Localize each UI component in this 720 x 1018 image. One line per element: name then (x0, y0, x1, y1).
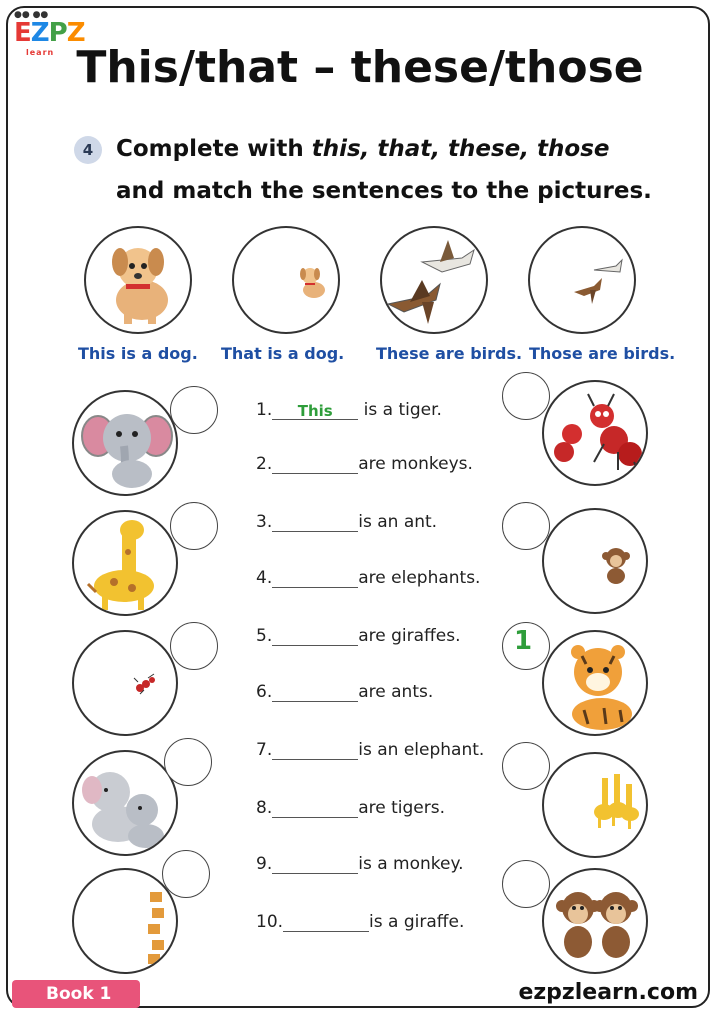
logo-sub: learn (26, 48, 55, 57)
caption-this-dog: This is a dog. (78, 344, 198, 363)
answer-circle-left-5[interactable] (162, 850, 210, 898)
answer-circle-right-2[interactable] (502, 502, 550, 550)
question-4: 4. are elephants. (256, 568, 481, 588)
answer-circle-right-5[interactable] (502, 860, 550, 908)
example-picture-dog-far (232, 226, 340, 334)
instruction-line-1: Complete with this, that, these, those (116, 136, 610, 162)
left-picture-tigers-far (72, 868, 178, 974)
exercise-number: 4 (74, 136, 102, 164)
answer-blank-9[interactable] (272, 855, 358, 874)
answer-circle-right-1[interactable] (502, 372, 550, 420)
example-picture-birds-near (380, 226, 488, 334)
answer-circle-left-4[interactable] (164, 738, 212, 786)
giraffe-icon (74, 512, 178, 616)
page-title: This/that – these/those (76, 42, 644, 93)
small-tigers-icon (74, 870, 178, 974)
book-badge: Book 1 (12, 980, 140, 1008)
right-picture-ants (542, 380, 648, 486)
elephant-icon (74, 392, 178, 496)
small-birds-icon (530, 228, 636, 334)
answer-circle-left-1[interactable] (170, 386, 218, 434)
question-10: 10. is a giraffe. (256, 912, 465, 932)
left-picture-giraffe (72, 510, 178, 616)
answer-blank-7[interactable] (272, 741, 358, 760)
example-picture-dog-near (84, 226, 192, 334)
dog-icon (86, 228, 192, 334)
question-8: 8. are tigers. (256, 798, 446, 818)
question-6: 6. are ants. (256, 682, 434, 702)
question-3: 3. is an ant. (256, 512, 438, 532)
tiger-icon (544, 632, 648, 736)
left-picture-ant-far (72, 630, 178, 736)
answer-blank-6[interactable] (272, 683, 358, 702)
answer-blank-1[interactable]: This (272, 401, 358, 420)
answer-blank-5[interactable] (272, 627, 358, 646)
right-picture-monkey-far (542, 508, 648, 614)
right-picture-monkeys (542, 868, 648, 974)
logo-eyes-icon: ●● ●● (14, 10, 49, 20)
small-dog-icon (234, 228, 340, 334)
answer-blank-8[interactable] (272, 799, 358, 818)
left-picture-elephant (72, 390, 178, 496)
answer-blank-10[interactable] (283, 913, 369, 932)
question-9: 9. is a monkey. (256, 854, 464, 874)
caption-these-birds: These are birds. (376, 344, 523, 363)
question-1: 1. This is a tiger. (256, 400, 442, 420)
ants-icon (544, 382, 648, 486)
instruction-line-2: and match the sentences to the pictures. (116, 178, 652, 204)
answer-blank-3[interactable] (272, 513, 358, 532)
monkeys-icon (544, 870, 648, 974)
caption-that-dog: That is a dog. (221, 344, 345, 363)
website-url: ezpzlearn.com (518, 980, 698, 1005)
right-picture-giraffes-far (542, 752, 648, 858)
small-monkey-icon (544, 510, 648, 614)
answer-circle-right-4[interactable] (502, 742, 550, 790)
question-5: 5. are giraffes. (256, 626, 461, 646)
answer-blank-4[interactable] (272, 569, 358, 588)
caption-those-birds: Those are birds. (529, 344, 676, 363)
answer-circle-left-3[interactable] (170, 622, 218, 670)
question-7: 7. is an elephant. (256, 740, 485, 760)
right-picture-tiger (542, 630, 648, 736)
match-answer-1: 1 (514, 626, 533, 656)
answer-blank-2[interactable] (272, 455, 358, 474)
answer-circle-left-2[interactable] (170, 502, 218, 550)
birds-icon (382, 228, 488, 334)
logo-text: EZPZ (14, 18, 85, 48)
example-picture-birds-far (528, 226, 636, 334)
left-picture-elephants (72, 750, 178, 856)
elephants-icon (74, 752, 178, 856)
question-2: 2. are monkeys. (256, 454, 473, 474)
small-ant-icon (74, 632, 178, 736)
small-giraffes-icon (544, 754, 648, 858)
